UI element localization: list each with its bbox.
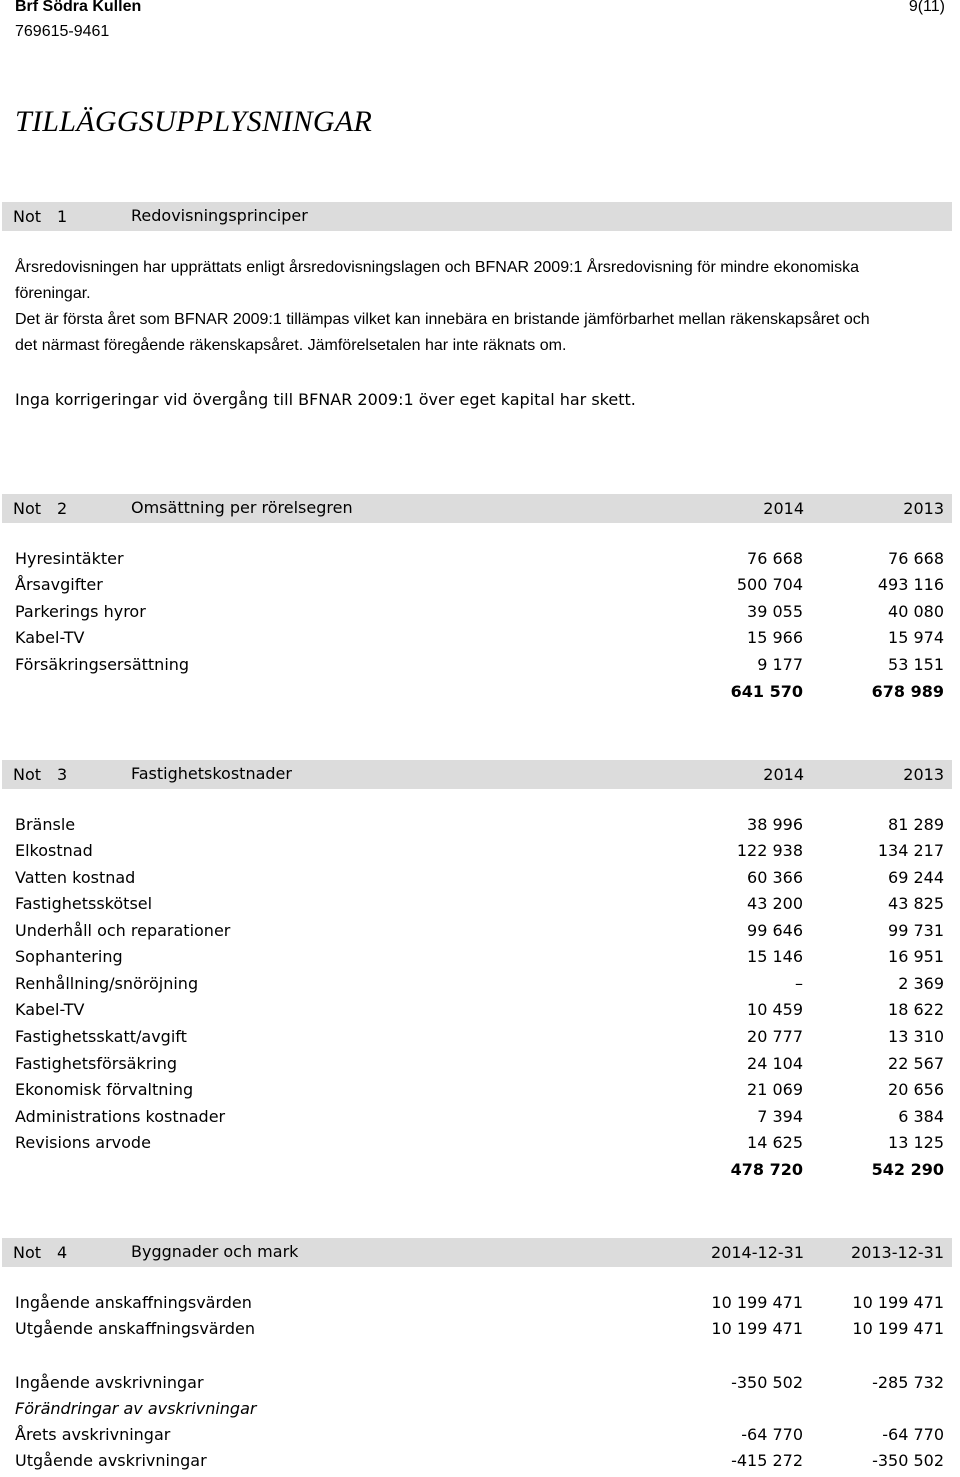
- value-2013: 6 384: [898, 1107, 944, 1126]
- value-2013: 16 951: [888, 947, 944, 966]
- value-2014: –: [795, 974, 803, 993]
- table-row: [0, 655, 960, 681]
- value-2014: 7 394: [757, 1107, 803, 1126]
- org-name: Brf Södra Kullen: [15, 0, 142, 15]
- value-2014: 39 055: [747, 602, 803, 621]
- table-row: [0, 1451, 960, 1477]
- total-2014: 478 720: [730, 1160, 803, 1179]
- value-2014: 15 146: [747, 947, 803, 966]
- note-label: Not: [13, 207, 42, 226]
- value-2014: -415 272: [731, 1451, 803, 1470]
- note-label: Not: [13, 765, 42, 784]
- value-2014: 10 199 471: [711, 1293, 803, 1312]
- table-row: [0, 1425, 960, 1451]
- value-2013: 40 080: [888, 602, 944, 621]
- note-number: 4: [57, 1243, 68, 1262]
- row-label: Sophantering: [15, 947, 123, 966]
- table-row: [0, 602, 960, 628]
- text-line: det närmast föregående räkenskapsåret. Jämförelsetalen har inte räknats om.: [15, 337, 567, 354]
- row-label: Årets avskrivningar: [15, 1425, 171, 1444]
- value-2014: 15 966: [747, 628, 803, 647]
- value-2014: 99 646: [747, 921, 803, 940]
- table-row: [0, 1133, 960, 1159]
- column-header-2014: 2014: [763, 765, 804, 784]
- column-header-2013: 2013-12-31: [851, 1243, 944, 1262]
- table-row: [0, 868, 960, 894]
- value-2014: 14 625: [747, 1133, 803, 1152]
- note-2-header: [2, 494, 952, 523]
- table-row: [0, 549, 960, 575]
- row-label: Ingående anskaffningsvärden: [15, 1293, 252, 1312]
- table-row: [0, 1054, 960, 1080]
- row-label: Utgående avskrivningar: [15, 1451, 207, 1470]
- table-row: [0, 1080, 960, 1106]
- table-row: [0, 974, 960, 1000]
- note-3-header: [2, 760, 952, 789]
- table-row: [0, 628, 960, 654]
- table-row: [0, 1000, 960, 1026]
- row-label: Försäkringsersättning: [15, 655, 190, 674]
- table-row: [0, 815, 960, 841]
- note-heading: Byggnader och mark: [131, 1242, 299, 1261]
- table-row: [0, 1293, 960, 1319]
- total-2013: 542 290: [871, 1160, 944, 1179]
- text-line: Det är första året som BFNAR 2009:1 tillämpas vilket kan innebära en bristande jämförbarhet mellan räkenskapsåret och: [15, 311, 870, 328]
- value-2013: 76 668: [888, 549, 944, 568]
- org-number: 769615-9461: [15, 23, 110, 40]
- table-row: [0, 1373, 960, 1399]
- table-row: [0, 1027, 960, 1053]
- table-row: [0, 947, 960, 973]
- value-2013: 43 825: [888, 894, 944, 913]
- row-label: Kabel-TV: [15, 628, 85, 647]
- value-2014: 10 459: [747, 1000, 803, 1019]
- value-2013: -64 770: [882, 1425, 944, 1444]
- value-2014: -350 502: [731, 1373, 803, 1392]
- value-2014: 20 777: [747, 1027, 803, 1046]
- total-2014: 641 570: [730, 682, 803, 701]
- row-label: Administrations kostnader: [15, 1107, 226, 1126]
- value-2013: 493 116: [877, 575, 944, 594]
- value-2013: 15 974: [888, 628, 944, 647]
- value-2014: 9 177: [757, 655, 803, 674]
- total-2013: 678 989: [871, 682, 944, 701]
- value-2014: 43 200: [747, 894, 803, 913]
- column-header-2014: 2014-12-31: [711, 1243, 804, 1262]
- note-heading: Omsättning per rörelsegren: [131, 498, 353, 517]
- table-row: [0, 575, 960, 601]
- page-title: TILLÄGGSUPPLYSNINGAR: [15, 105, 373, 138]
- value-2014: 60 366: [747, 868, 803, 887]
- value-2013: 134 217: [877, 841, 944, 860]
- row-label: Förändringar av avskrivningar: [15, 1399, 257, 1418]
- table-row: [0, 1107, 960, 1133]
- table-row: [0, 1319, 960, 1345]
- note-heading: Fastighetskostnader: [131, 764, 292, 783]
- value-2014: 122 938: [736, 841, 803, 860]
- value-2013: 81 289: [888, 815, 944, 834]
- note-label: Not: [13, 1243, 42, 1262]
- table-row: [0, 921, 960, 947]
- row-label: Bränsle: [15, 815, 76, 834]
- row-label: Ekonomisk förvaltning: [15, 1080, 194, 1099]
- value-2013: 22 567: [888, 1054, 944, 1073]
- note-heading: Redovisningsprinciper: [131, 206, 308, 225]
- row-label: Revisions arvode: [15, 1133, 151, 1152]
- note-1-text: [15, 255, 955, 359]
- note-1-extra: Inga korrigeringar vid övergång till BFNAR 2009:1 över eget kapital har skett.: [15, 390, 636, 409]
- note-label: Not: [13, 499, 42, 518]
- row-label: Hyresintäkter: [15, 549, 124, 568]
- value-2013: 10 199 471: [852, 1293, 944, 1312]
- row-label: Underhåll och reparationer: [15, 921, 231, 940]
- total-row: [0, 682, 960, 708]
- row-label: Vatten kostnad: [15, 868, 136, 887]
- note-number: 1: [57, 207, 68, 226]
- value-2014: 500 704: [736, 575, 803, 594]
- value-2014: 10 199 471: [711, 1319, 803, 1338]
- note-4-header: [2, 1238, 952, 1267]
- row-label: Utgående anskaffningsvärden: [15, 1319, 256, 1338]
- value-2013: 13 125: [888, 1133, 944, 1152]
- value-2013: 20 656: [888, 1080, 944, 1099]
- value-2014: 21 069: [747, 1080, 803, 1099]
- value-2013: 69 244: [888, 868, 944, 887]
- value-2014: -64 770: [741, 1425, 803, 1444]
- note-number: 3: [57, 765, 68, 784]
- column-header-2014: 2014: [763, 499, 804, 518]
- row-label: Fastighetsskötsel: [15, 894, 153, 913]
- value-2013: 10 199 471: [852, 1319, 944, 1338]
- note-number: 2: [57, 499, 68, 518]
- value-2013: 99 731: [888, 921, 944, 940]
- value-2013: 13 310: [888, 1027, 944, 1046]
- note-1-header: [2, 202, 952, 231]
- page-number: 9(11): [908, 0, 945, 15]
- value-2013: -285 732: [872, 1373, 944, 1392]
- row-label: Renhållning/snöröjning: [15, 974, 199, 993]
- text-line: föreningar.: [15, 285, 91, 302]
- table-row: [0, 841, 960, 867]
- row-label: Parkerings hyror: [15, 602, 146, 621]
- table-row: [0, 894, 960, 920]
- value-2013: 53 151: [888, 655, 944, 674]
- total-row: [0, 1160, 960, 1186]
- column-header-2013: 2013: [903, 499, 944, 518]
- value-2013: 18 622: [888, 1000, 944, 1019]
- table-row: [0, 1399, 960, 1425]
- value-2013: 2 369: [898, 974, 944, 993]
- row-label: Fastighetsskatt/avgift: [15, 1027, 187, 1046]
- row-label: Fastighetsförsäkring: [15, 1054, 178, 1073]
- value-2014: 38 996: [747, 815, 803, 834]
- text-line: Årsredovisningen har upprättats enligt årsredovisningslagen och BFNAR 2009:1 Årsredovisning för mindre ekonomiska: [15, 259, 859, 276]
- value-2013: -350 502: [872, 1451, 944, 1470]
- row-label: Elkostnad: [15, 841, 93, 860]
- column-header-2013: 2013: [903, 765, 944, 784]
- row-label: Ingående avskrivningar: [15, 1373, 204, 1392]
- value-2014: 76 668: [747, 549, 803, 568]
- row-label: Årsavgifter: [15, 575, 103, 594]
- value-2014: 24 104: [747, 1054, 803, 1073]
- row-label: Kabel-TV: [15, 1000, 85, 1019]
